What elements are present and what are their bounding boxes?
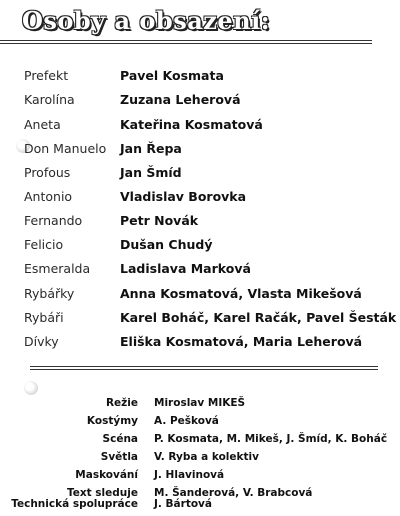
- cast-actor: Kateřina Kosmatová: [120, 117, 263, 132]
- crew-person: M. Šanderová, V. Brabcová: [154, 487, 313, 499]
- crew-role: Režie: [105, 397, 138, 409]
- cast-actor: Jan Řepa: [120, 141, 182, 156]
- crew-row: [0, 451, 400, 469]
- cast-row: [0, 310, 400, 334]
- crew-person: P. Kosmata, M. Mikeš, J. Šmíd, K. Boháč: [154, 433, 388, 445]
- cast-actor: Dušan Chudý: [120, 237, 213, 252]
- cast-row: [0, 334, 400, 358]
- cast-row: [0, 141, 400, 165]
- cast-role: Felicio: [24, 237, 64, 252]
- cast-role: Rybáři: [24, 310, 64, 325]
- page-title: Osoby a obsazení:: [22, 6, 271, 35]
- cast-actor: Anna Kosmatová, Vlasta Mikešová: [120, 286, 362, 301]
- cast-actor: Zuzana Leherová: [120, 92, 241, 107]
- cast-role: Profous: [24, 165, 71, 180]
- cast-row: [0, 68, 400, 92]
- cast-row: [0, 92, 400, 116]
- cast-actor: Vladislav Borovka: [120, 189, 247, 204]
- crew-row: [0, 498, 400, 516]
- cast-row: [0, 237, 400, 261]
- title-divider: [0, 40, 372, 44]
- cast-actor: Karel Boháč, Karel Račák, Pavel Šesták: [120, 310, 397, 325]
- cast-role: Dívky: [24, 334, 59, 349]
- cast-actor: Pavel Kosmata: [120, 68, 224, 83]
- cast-row: [0, 261, 400, 285]
- crew-person: J. Bártová: [154, 498, 212, 510]
- crew-row: [0, 469, 400, 487]
- cast-role: Prefekt: [24, 68, 69, 83]
- crew-role: Kostýmy: [86, 415, 138, 427]
- crew-row: [0, 415, 400, 433]
- crew-row: [0, 433, 400, 451]
- cast-actor: Petr Novák: [120, 213, 199, 228]
- cast-row: [0, 189, 400, 213]
- cast-role: Antonio: [24, 189, 73, 204]
- cast-role: Rybářky: [24, 286, 75, 301]
- crew-role: Technická spolupráce: [11, 498, 138, 510]
- cast-role: Aneta: [24, 117, 61, 132]
- cast-row: [0, 213, 400, 237]
- cast-actor: Ladislava Marková: [120, 261, 251, 276]
- crew-role: Scéna: [102, 433, 138, 445]
- section-divider: [30, 366, 378, 370]
- crew-role: Maskování: [75, 469, 138, 481]
- cast-actor: Eliška Kosmatová, Maria Leherová: [120, 334, 363, 349]
- crew-person: Miroslav MIKEŠ: [154, 397, 246, 409]
- cast-row: [0, 165, 400, 189]
- crew-role: Text sleduje: [66, 487, 138, 499]
- crew-row: [0, 397, 400, 415]
- crew-role: Světla: [100, 451, 138, 463]
- cast-role: Don Manuelo: [24, 141, 107, 156]
- cast-actor: Jan Šmíd: [120, 165, 182, 180]
- cast-row: [0, 117, 400, 141]
- cast-role: Esmeralda: [24, 261, 91, 276]
- cast-role: Karolína: [24, 92, 75, 107]
- cast-role: Fernando: [24, 213, 83, 228]
- crew-person: J. Hlavinová: [154, 469, 225, 481]
- punch-hole: [24, 381, 38, 395]
- cast-row: [0, 286, 400, 310]
- crew-person: V. Ryba a kolektiv: [154, 451, 259, 463]
- crew-person: A. Pešková: [154, 415, 219, 427]
